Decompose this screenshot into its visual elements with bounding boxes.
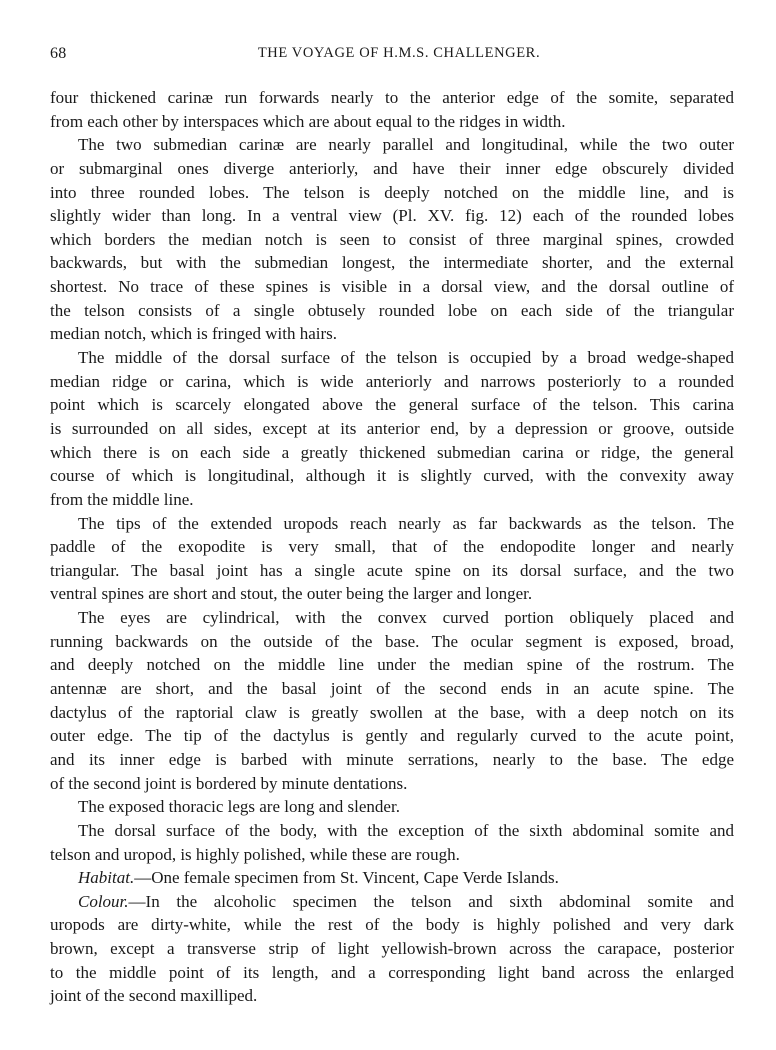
paragraph-continuation bbox=[50, 86, 734, 133]
text-line: point which is scarcely elongated above the general surface of the telson. This carina bbox=[50, 395, 734, 415]
colour-text: —In the alcoholic specimen the telson and sixth abdominal somite and bbox=[128, 891, 734, 911]
text-line: The middle of the dorsal surface of the telson is occupied by a broad wedge-shaped bbox=[78, 348, 734, 368]
text-line: The two submedian carinæ are nearly parallel and longitudinal, while the two outer bbox=[78, 135, 734, 155]
text-line: into three rounded lobes. The telson is deeply notched on the middle line, and is bbox=[50, 182, 734, 202]
text-line: and deeply notched on the middle line under the median spine of the rostrum. The bbox=[50, 655, 734, 675]
text-line: brown, except a transverse strip of light yellowish-brown across the carapace, posterior bbox=[50, 939, 734, 959]
text-line: running backwards on the outside of the base. The ocular segment is exposed, broad, bbox=[50, 631, 734, 651]
text-line bbox=[50, 890, 734, 914]
text-line: uropods are dirty-white, while the rest of the body is highly polished and very dark bbox=[50, 915, 734, 935]
text-line: four thickened carinæ run forwards nearly to the anterior edge of the somite, separated bbox=[50, 88, 734, 107]
text-line: of the second joint is bordered by minute dentations. bbox=[50, 773, 408, 793]
text-line: from each other by interspaces which are about equal to the ridges in width. bbox=[50, 111, 566, 131]
text-line: slightly wider than long. In a ventral view (Pl. XV. fig. 12) each of the rounded lobes bbox=[50, 206, 734, 226]
text-line: The exposed thoracic legs are long and slender. bbox=[78, 797, 400, 817]
text-line: dactylus of the raptorial claw is greatly swollen at the base, with a deep notch on its bbox=[50, 702, 734, 722]
paragraph-submedian-carinae bbox=[50, 133, 734, 346]
text-line: backwards, but with the submedian longest, the intermediate shorter, and the external bbox=[50, 253, 734, 273]
text-line: The tips of the extended uropods reach nearly as far backwards as the telson. The bbox=[78, 513, 734, 533]
text-line: shortest. No trace of these spines is visible in a dorsal view, and the dorsal outline of bbox=[50, 277, 734, 297]
text-line bbox=[50, 866, 734, 890]
run-in-heading-colour: Colour. bbox=[78, 891, 129, 911]
text-line: triangular. The basal joint has a single acute spine on its dorsal surface, and the two bbox=[50, 560, 734, 580]
text-line: to the middle point of its length, and a corresponding light band across the enlarged bbox=[50, 962, 734, 982]
running-title: THE VOYAGE OF H.M.S. CHALLENGER. bbox=[257, 45, 541, 61]
text-line: The dorsal surface of the body, with the exception of the sixth abdominal somite and bbox=[78, 820, 734, 840]
text-line: outer edge. The tip of the dactylus is gently and regularly curved to the acute point, bbox=[50, 726, 734, 746]
paragraph-dorsal-surface-telson bbox=[50, 346, 734, 511]
text-line: median notch, which is fringed with hairs. bbox=[50, 324, 338, 344]
text-line: which borders the median notch is seen to consist of three marginal spines, crowded bbox=[50, 229, 734, 249]
paragraph-dorsal-surface-body bbox=[50, 819, 734, 866]
paragraph-thoracic-legs bbox=[50, 795, 734, 819]
text-line: or submarginal ones diverge anteriorly, and have their inner edge obscurely divided bbox=[50, 158, 734, 178]
text-line: the telson consists of a single obtusely rounded lobe on each side of the triangular bbox=[50, 300, 734, 320]
text-line: and its inner edge is barbed with minute serrations, nearly to the base. The edge bbox=[50, 749, 734, 769]
text-line: is surrounded on all sides, except at its anterior end, by a depression or groove, outside bbox=[50, 418, 734, 438]
text-line: median ridge or carina, which is wide anteriorly and narrows posteriorly to a rounded bbox=[50, 371, 734, 391]
running-header bbox=[50, 45, 734, 67]
paragraph-uropods bbox=[50, 512, 734, 607]
paragraph-habitat bbox=[50, 866, 734, 890]
text-line: course of which is longitudinal, although it is slightly curved, with the convexity away bbox=[50, 466, 734, 486]
text-line: joint of the second maxilliped. bbox=[50, 986, 258, 1006]
text-line: The eyes are cylindrical, with the convex curved portion obliquely placed and bbox=[78, 608, 734, 628]
habitat-text: —One female specimen from St. Vincent, Cape Verde Islands. bbox=[134, 868, 559, 888]
text-line: telson and uropod, is highly polished, while these are rough. bbox=[50, 844, 460, 864]
text-line: antennæ are short, and the basal joint of the second ends in an acute spine. The bbox=[50, 679, 734, 699]
paragraph-colour bbox=[50, 890, 734, 1008]
paragraph-eyes bbox=[50, 606, 734, 795]
text-line: which there is on each side a greatly thickened submedian carina or ridge, the general bbox=[50, 442, 734, 462]
text-line: from the middle line. bbox=[50, 489, 194, 509]
text-line: paddle of the exopodite is very small, that of the endopodite longer and nearly bbox=[50, 537, 734, 557]
body-text bbox=[50, 86, 734, 1008]
page-number: 68 bbox=[50, 45, 67, 62]
run-in-heading-habitat: Habitat. bbox=[78, 868, 135, 888]
text-line: ventral spines are short and stout, the outer being the larger and longer. bbox=[50, 584, 533, 604]
